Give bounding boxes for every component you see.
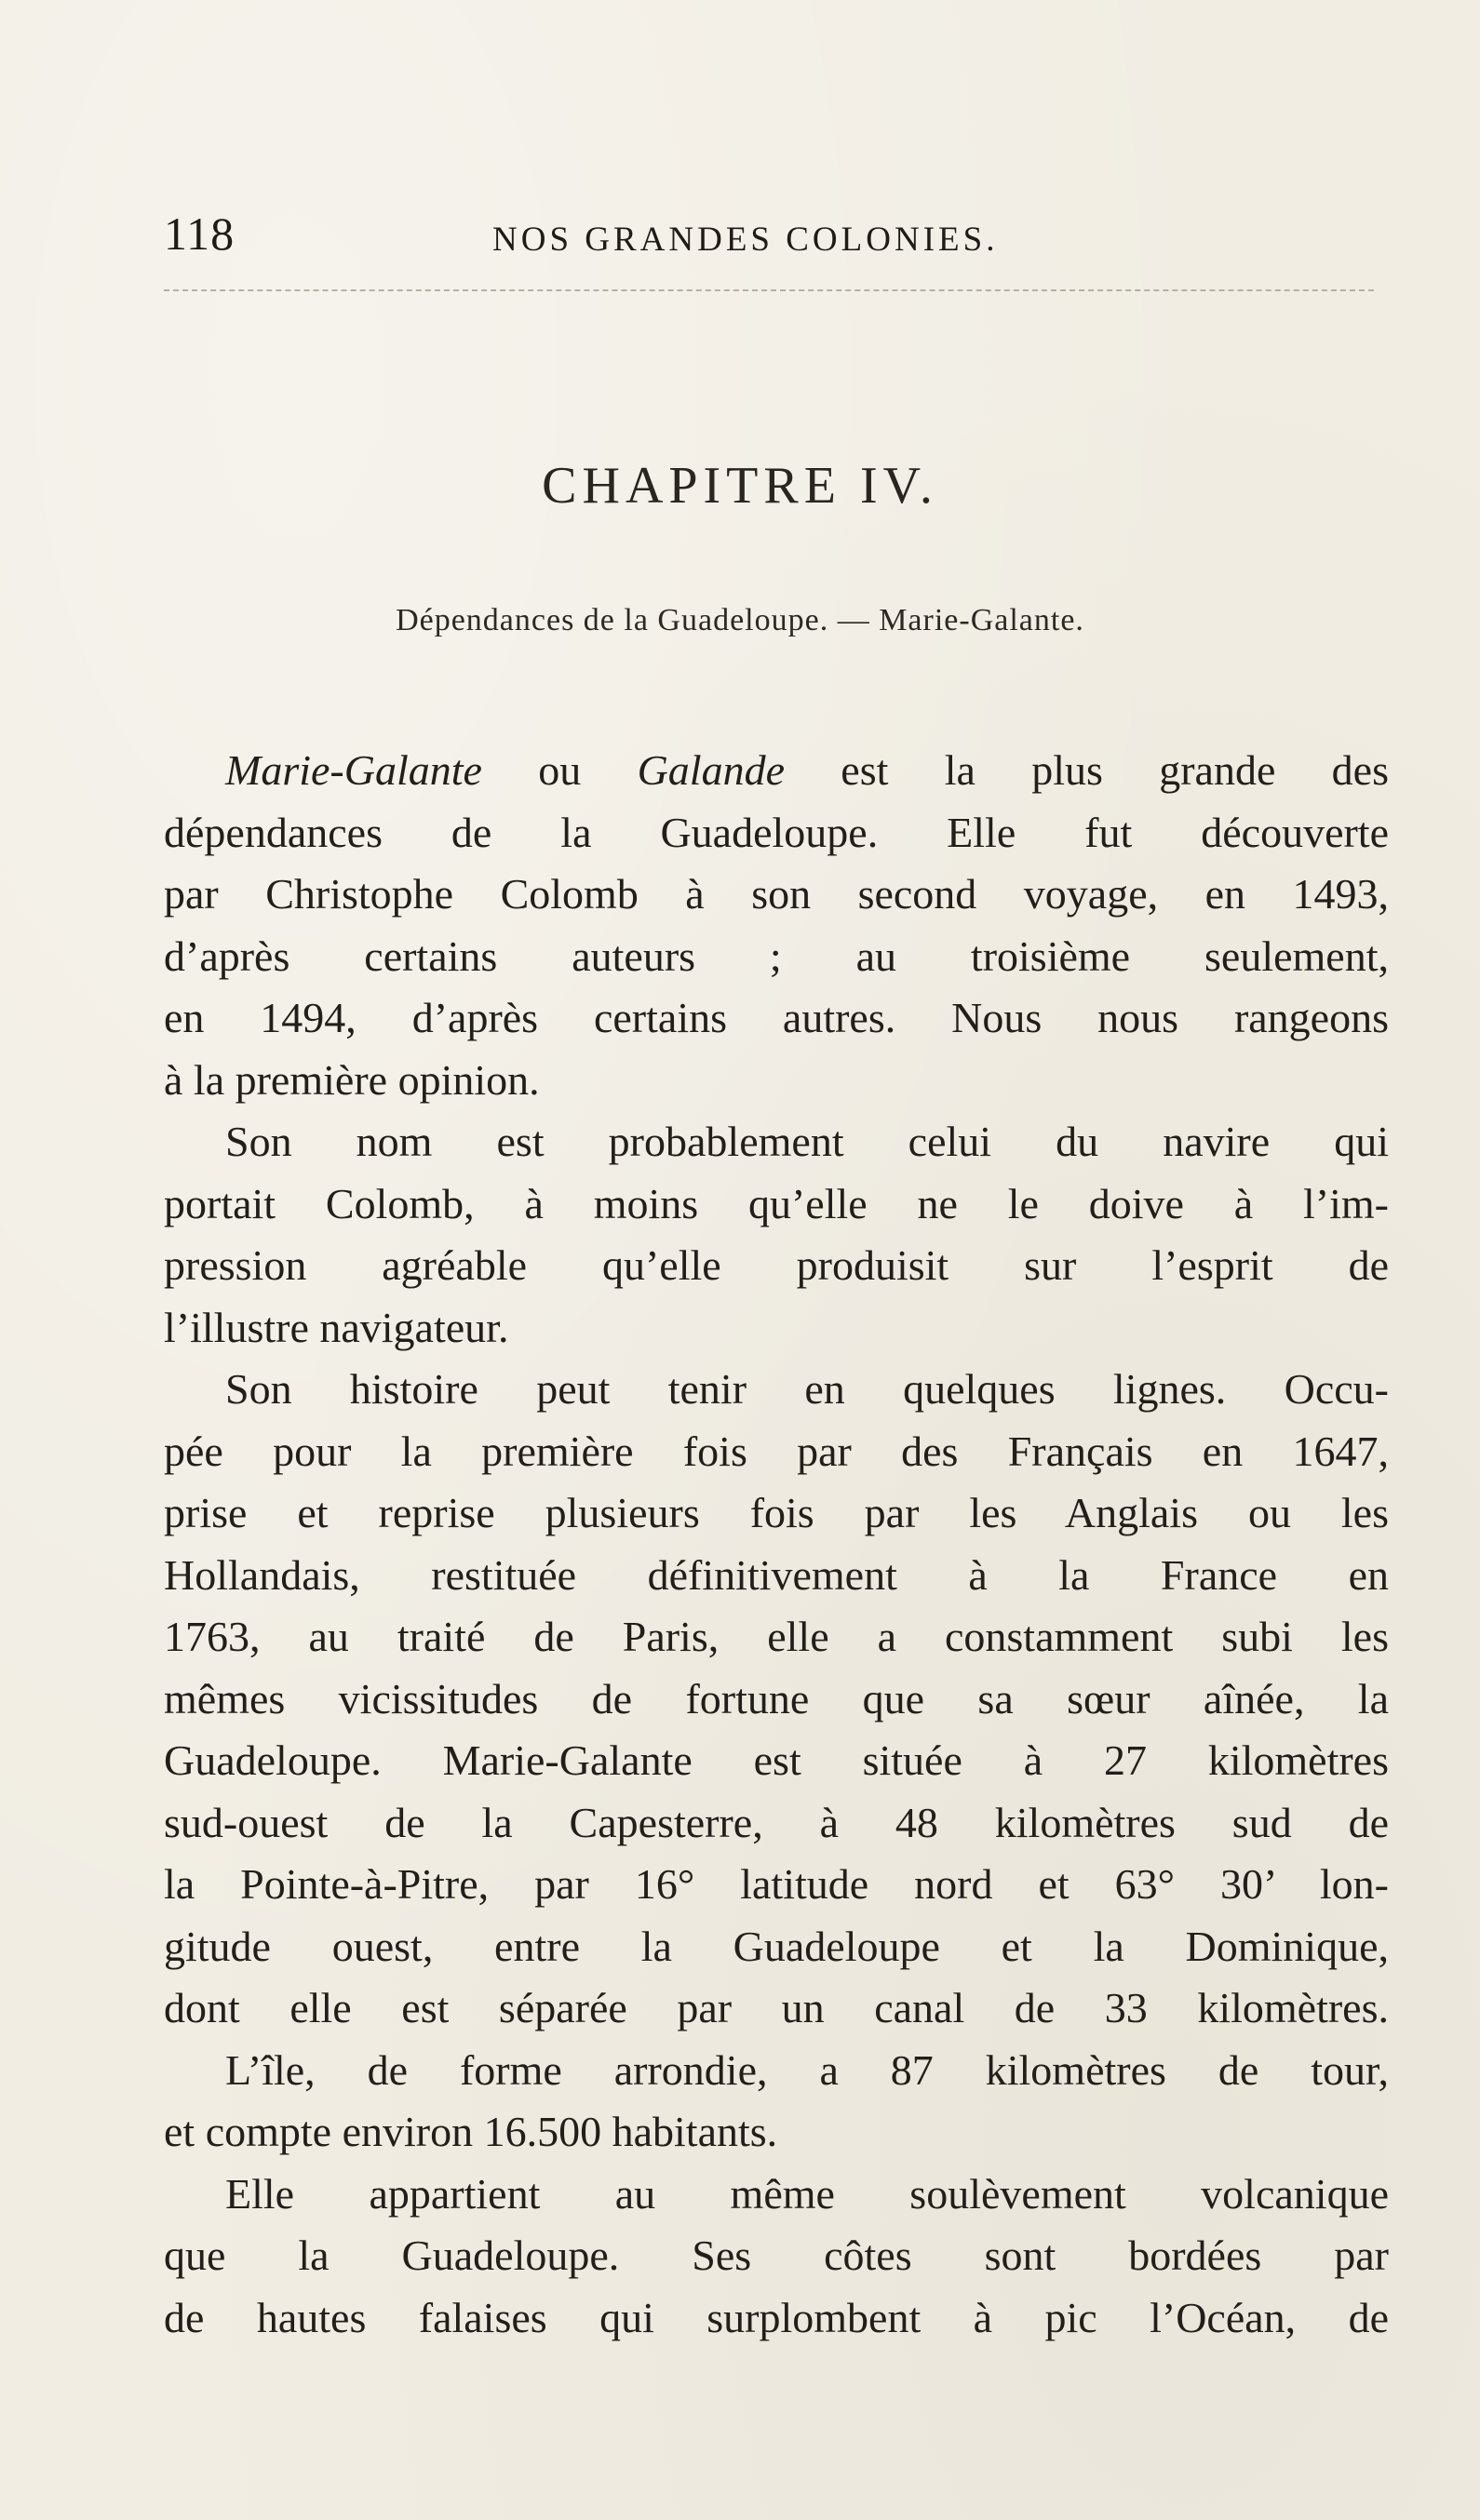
text-segment: ou: [481, 746, 638, 794]
text-line: dépendances de la Guadeloupe. Elle fut découverte: [164, 808, 1389, 856]
chapter-title: CHAPITRE IV.: [542, 457, 938, 515]
text-line: d’après certains auteurs ; au troisième seulement,: [164, 932, 1389, 980]
text-line: que la Guadeloupe. Ses côtes sont bordées par: [164, 2232, 1389, 2279]
text-line: Elle appartient au même soulèvement volcanique: [225, 2169, 1389, 2218]
text-line: gitude ouest, entre la Guadeloupe et la Dominique,: [164, 1922, 1389, 1970]
italic-term: Marie-Galante: [225, 746, 482, 794]
text-line: dont elle est séparée par un canal de 33 kilomètres.: [164, 1984, 1389, 2031]
text-line: Guadeloupe. Marie-Galante est située à 27 kilomètres: [164, 1736, 1389, 1784]
running-head: [164, 207, 1374, 272]
text-line: pression agréable qu’elle produisit sur l’esprit de: [164, 1241, 1389, 1289]
text-line: en 1494, d’après certains autres. Nous nous rangeons: [164, 994, 1389, 1041]
text-line: pée pour la première fois par des Français en 1647,: [164, 1427, 1389, 1475]
text-line: sud-ouest de la Capesterre, à 48 kilomètres sud de: [164, 1798, 1389, 1846]
running-title: NOS GRANDES COLONIES.: [492, 221, 999, 259]
text-line: à la première opinion.: [164, 1055, 540, 1104]
text-line: Son histoire peut tenir en quelques lignes. Occu-: [225, 1365, 1389, 1413]
text-line: l’illustre navigateur.: [164, 1303, 509, 1351]
text-line: portait Colomb, à moins qu’elle ne le doive à l’im-: [164, 1179, 1389, 1227]
text-line: Son nom est probablement celui du navire qui: [225, 1118, 1389, 1165]
paragraph-1-first-line: [164, 740, 1389, 802]
text-line: L’île, de forme arrondie, a 87 kilomètres de tour,: [225, 2045, 1389, 2094]
text-line: 1763, au traité de Paris, elle a constamment subi les: [164, 1613, 1389, 1660]
text-line: Hollandais, restituée définitivement à la France en: [164, 1550, 1389, 1599]
text-line: prise et reprise plusieurs fois par les Anglais ou les: [164, 1489, 1389, 1536]
header-divider: [164, 289, 1374, 291]
text-line: par Christophe Colomb à son second voyage, en 1493,: [164, 870, 1389, 918]
text-line: et compte environ 16.500 habitants.: [164, 2108, 778, 2155]
chapter-subtitle: Dépendances de la Guadeloupe. — Marie-Galante.: [396, 603, 1084, 637]
text-line: la Pointe-à-Pitre, par 16° latitude nord et 63° 30’ lon-: [164, 1860, 1389, 1908]
page-number: 118: [164, 208, 235, 260]
text-line: mêmes vicissitudes de fortune que sa sœur aînée, la: [164, 1674, 1389, 1722]
body-text: [164, 740, 1389, 2349]
text-line: de hautes falaises qui surplombent à pic l’Océan, de: [164, 2293, 1389, 2341]
text-segment: est la plus grande des: [784, 746, 1389, 794]
italic-term: Galande: [637, 746, 785, 794]
